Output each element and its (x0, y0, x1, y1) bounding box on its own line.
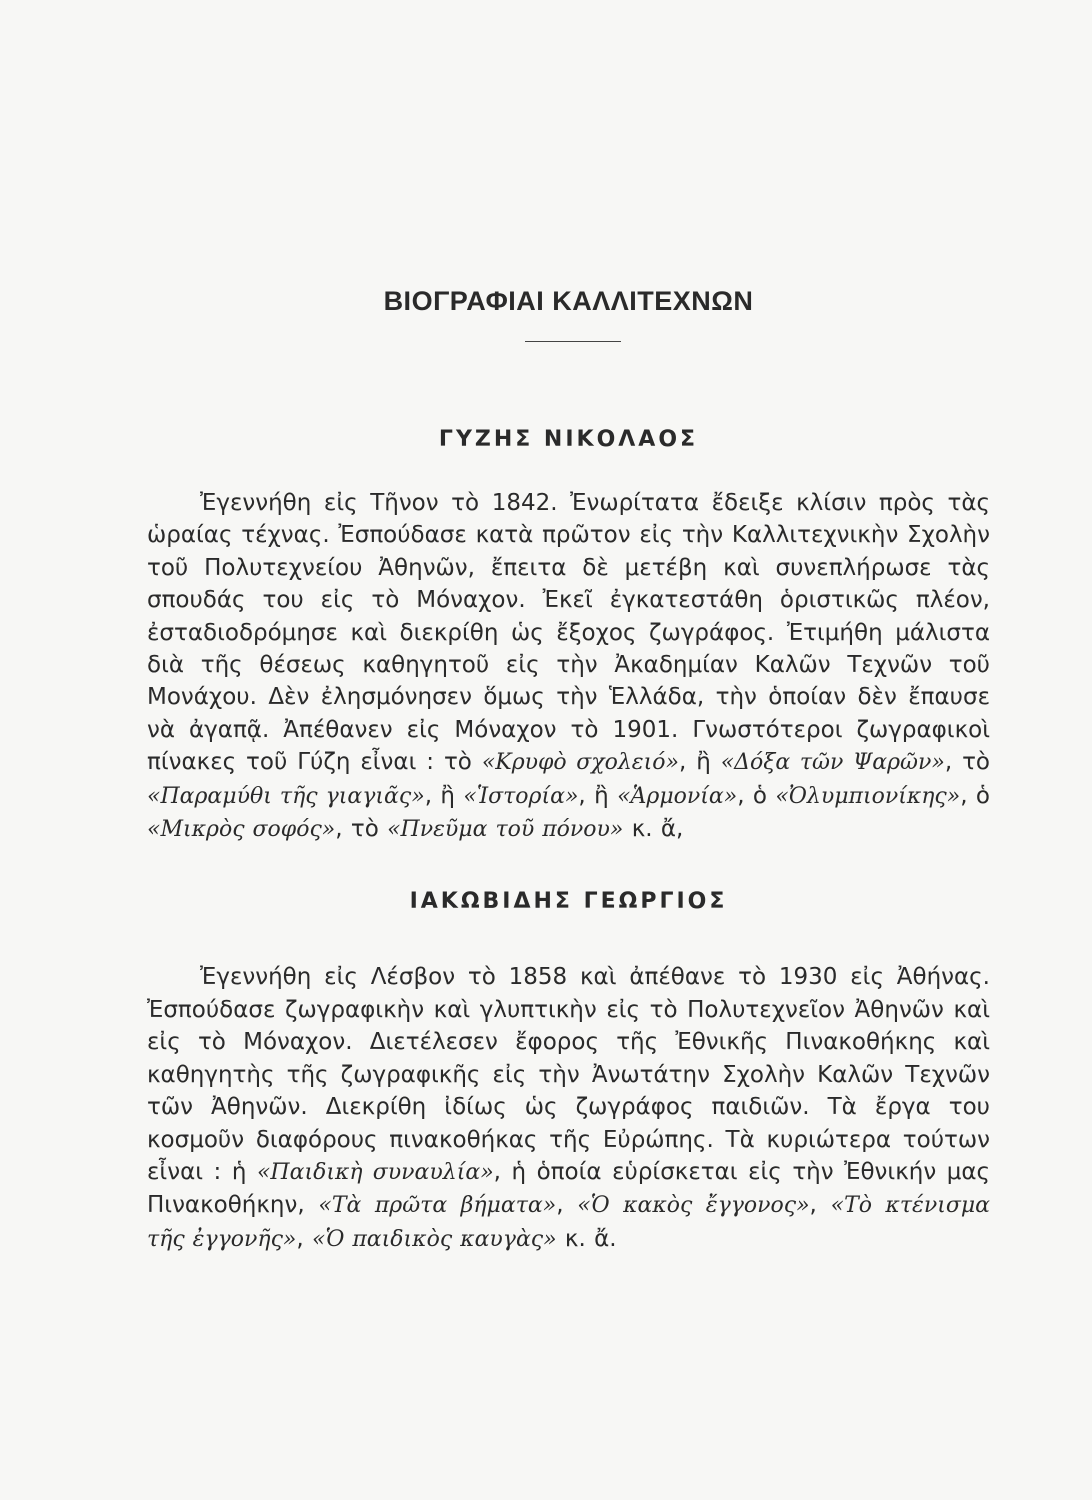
text-separator: , (556, 1192, 578, 1219)
text-separator: , ἢ (678, 749, 721, 776)
artwork-title: «Τὸ κτένισμα τῆς ἐγγονῆς» (147, 1193, 990, 1252)
text-separator: , ἢ (578, 782, 618, 809)
title-divider (525, 341, 621, 342)
text-separator: , (296, 1225, 312, 1252)
artwork-title: «Ἁρμονία» (617, 783, 738, 809)
page-title: ΒΙΟΓΡΑΦΙΑΙ ΚΑΛΛΙΤΕΧΝΩΝ (383, 286, 754, 316)
biography-paragraph-iakovidis (147, 961, 990, 1256)
artwork-title: «Ὀλυμπιονίκης» (775, 783, 961, 809)
text-separator: , τὸ (335, 816, 388, 843)
biography-text: Ἐγεννήθη εἰς Λέσβον τὸ 1858 καὶ ἀπέθανε τὸ 1930 εἰς Ἀθήνας. Ἐσπούδασε ζωγραφικὴν καὶ γλυπτικὴν εἰς τὸ Πολυτεχνεῖον Ἀθηνῶν καὶ εἰς τὸ Μόναχον. Διετέλεσεν ἔφορος τῆς Ἐθνικῆς Πινακοθήκης καὶ καθηγητὴς τῆς ζωγραφικῆς εἰς τὴν Ἀνωτάτην Σχολὴν Καλῶν Τεχνῶν τῶν Ἀθηνῶν. Διεκρίθη ἰδίως ὡς ζωγράφος παιδιῶν. Τὰ ἔργα του κοσμοῦν διαφόρους πινακοθήκας τῆς Εὐρώπης. Τὰ κυριώτερα τούτων εἶναι : ἡ (147, 964, 990, 1185)
artwork-title: «Ὁ κακὸς ἔγγονος» (577, 1193, 810, 1219)
section-heading-gyzis: ΓΥΖΗΣ ΝΙΚΟΛΑΟΣ (438, 427, 699, 452)
artwork-title: «Κρυφὸ σχολειό» (481, 750, 679, 776)
text-separator: , (809, 1192, 831, 1219)
section-heading-iakovidis: ΙΑΚΩΒΙΔΗΣ ΓΕΩΡΓΙΟΣ (409, 889, 728, 915)
text-separator: κ. ἄ, (623, 816, 684, 843)
text-separator: , τὸ (944, 749, 991, 776)
artwork-title: «Παιδικὴ συναυλία» (256, 1159, 494, 1185)
text-separator: , ἡ ὁποία εὑρίσκεται εἰς τὴν Ἐθνικήν μας Πινακοθήκην, (147, 1158, 990, 1219)
artwork-title: «Παραμύθι τῆς γιαγιᾶς» (147, 783, 425, 809)
artwork-title: «Τὰ πρῶτα βήματα» (318, 1193, 557, 1219)
biography-text: Ἐγεννήθη εἰς Τῆνον τὸ 1842. Ἐνωρίτατα ἔδειξε κλίσιν πρὸς τὰς ὡραίας τέχνας. Ἐσπούδασε κατὰ πρῶτον εἰς τὴν Καλλιτεχνικὴν Σχολὴν τοῦ Πολυτεχνείου Ἀθηνῶν, ἔπειτα δὲ μετέβη καὶ συνεπλήρωσε τὰς σπουδάς του εἰς τὸ Μόναχον. Ἐκεῖ ἐγκατεστάθη ὁριστικῶς πλέον, ἐσταδιοδρόμησε καὶ διεκρίθη ὡς ἔξοχος ζωγράφος. Ἐτιμήθη μάλιστα διὰ τῆς θέσεως καθηγητοῦ εἰς τὴν Ἀκαδημίαν Καλῶν Τεχνῶν τοῦ Μονάχου. Δὲν ἐλησμόνησεν ὅμως τὴν Ἑλλάδα, τὴν ὁποίαν δὲν ἔπαυσε νὰ ἀγαπᾷ. Ἀπέθανεν εἰς Μόναχον τὸ 1901. Γνωστότεροι ζωγραφικοὶ πίνακες τοῦ Γύζη εἶναι : τὸ (147, 490, 990, 776)
artwork-title: «Ἱστορία» (463, 783, 579, 809)
artwork-title: «Πνεῦμα τοῦ πόνου» (387, 817, 624, 843)
text-separator: κ. ἄ. (556, 1225, 617, 1252)
artwork-title: «Μικρὸς σοφός» (147, 817, 336, 843)
biography-paragraph-gyzis (147, 487, 990, 846)
document-page (147, 270, 990, 1256)
text-separator: , ὁ (737, 782, 776, 809)
artwork-title: «Ὁ παιδικὸς καυγὰς» (311, 1226, 557, 1252)
text-separator: , ἢ (424, 782, 464, 809)
artwork-title: «Δόξα τῶν Ψαρῶν» (720, 750, 945, 776)
text-separator: , ὁ (960, 782, 990, 809)
